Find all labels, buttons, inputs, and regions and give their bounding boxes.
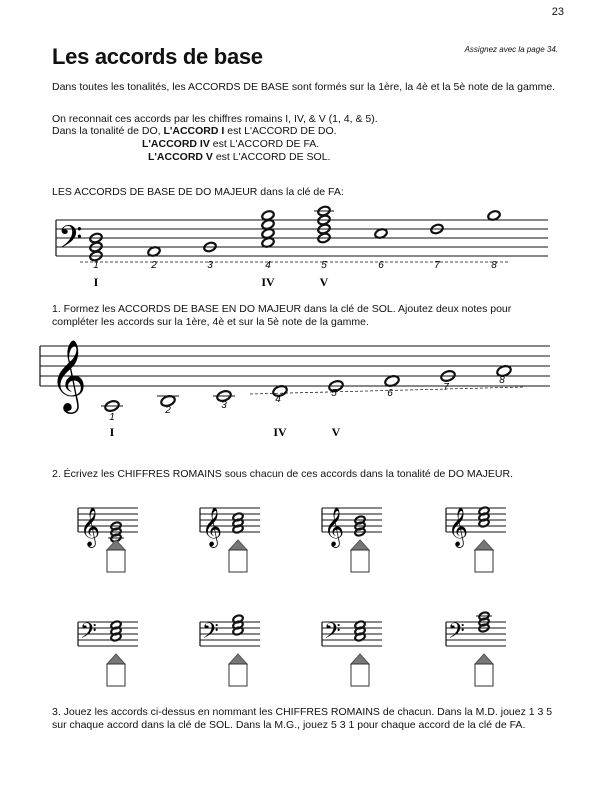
intro-line-4: L'ACCORD IV est L'ACCORD DE FA. [142,138,320,150]
bass-mini-1-clef: 𝄢 [80,619,97,649]
exercise-2-line-1: 2. Écrivez les CHIFFRES ROMAINS sous chacun de ces accords dans la tonalité de DO MAJEUR. [52,468,514,480]
bass-mini-4-arrow [475,654,493,664]
assign-note: Assignez avec la page 34. [464,45,558,54]
scale-number-8: 8 [499,375,505,386]
exercise-3-line-2: sur chaque accord dans la clé de SOL. Dans la M.G., jouez 5 3 1 pour chaque accord de la clé de FA. [52,719,526,731]
treble-mini-3-arrow [351,540,369,550]
scale-number-4: 4 [275,394,281,405]
staff-caption: LES ACCORDS DE BASE DE DO MAJEUR dans la clé de FA: [52,186,344,198]
scale-number-7: 7 [443,382,449,393]
exercise-3-line-1: 3. Jouez les accords ci-dessus en nommant les CHIFFRES ROMAINS de chacun. Dans la M.D. jouez 1 3 5 [52,706,553,718]
bass-clef: 𝄢 [58,219,83,263]
treble-mini-1-clef: 𝄞 [80,507,101,547]
scale-number-5: 5 [331,388,337,399]
scale-number-3: 3 [207,260,213,271]
intro-line-5: L'ACCORD V est L'ACCORD DE SOL. [148,151,331,163]
scale-number-5: 5 [321,260,327,271]
bass-mini-2-answer-box [229,664,247,686]
treble-mini-2-answer-box [229,550,247,572]
scale-number-7: 7 [434,260,440,271]
scale-number-2: 2 [165,405,171,416]
intro-line-3: Dans la tonalité de DO, L'ACCORD I est L'ACCORD DE DO. [52,125,337,137]
bass-mini-4-answer-box [475,664,493,686]
bass-mini-2-clef: 𝄢 [202,619,219,649]
bass-mini-1-arrow [107,654,125,664]
roman-V: V [319,275,329,289]
treble-mini-4-clef: 𝄞 [448,507,469,547]
treble-mini-2-clef: 𝄞 [202,507,223,547]
roman-I: I [109,425,115,439]
roman-V: V [331,425,341,439]
exercise-1-line-2: compléter les accords sur la 1ère, 4è et sur la 5è note de la gamme. [52,316,369,328]
page-number: 23 [551,6,564,18]
roman-I: I [93,275,99,289]
intro-line-1: Dans toutes les tonalités, les ACCORDS DE BASE sont formés sur la 1ère, la 4è et la 5è note de la gamme. [52,81,556,93]
bass-mini-3-arrow [351,654,369,664]
treble-mini-4-arrow [475,540,493,550]
treble-clef: 𝄞 [50,338,87,411]
intro-line-2: On reconnait ces accords par les chiffres romains I, IV, & V (1, 4, & 5). [52,113,378,125]
bass-mini-1-answer-box [107,664,125,686]
scale-number-3: 3 [221,400,227,411]
roman-IV: IV [273,425,287,439]
scale-number-1: 1 [109,412,115,423]
bass-mini-3-clef: 𝄢 [324,619,341,649]
scale-number-2: 2 [151,260,157,271]
treble-mini-1-answer-box [107,550,125,572]
treble-mini-3-answer-box [351,550,369,572]
treble-mini-2-arrow [229,540,247,550]
scale-number-6: 6 [378,260,384,271]
treble-mini-1-arrow [107,540,125,550]
scale-number-4: 4 [265,260,271,271]
exercise-1-line-1: 1. Formez les ACCORDS DE BASE EN DO MAJEUR dans la clé de SOL. Ajoutez deux notes pour [52,303,512,315]
roman-IV: IV [261,275,275,289]
scale-number-6: 6 [387,388,393,399]
treble-mini-4-answer-box [475,550,493,572]
bass-mini-2-arrow [229,654,247,664]
bass-mini-4-clef: 𝄢 [448,619,465,649]
treble-mini-3-clef: 𝄞 [324,507,345,547]
scale-number-8: 8 [491,260,497,271]
page-title: Les accords de base [52,44,263,69]
bass-mini-3-answer-box [351,664,369,686]
scale-number-1: 1 [93,260,99,271]
